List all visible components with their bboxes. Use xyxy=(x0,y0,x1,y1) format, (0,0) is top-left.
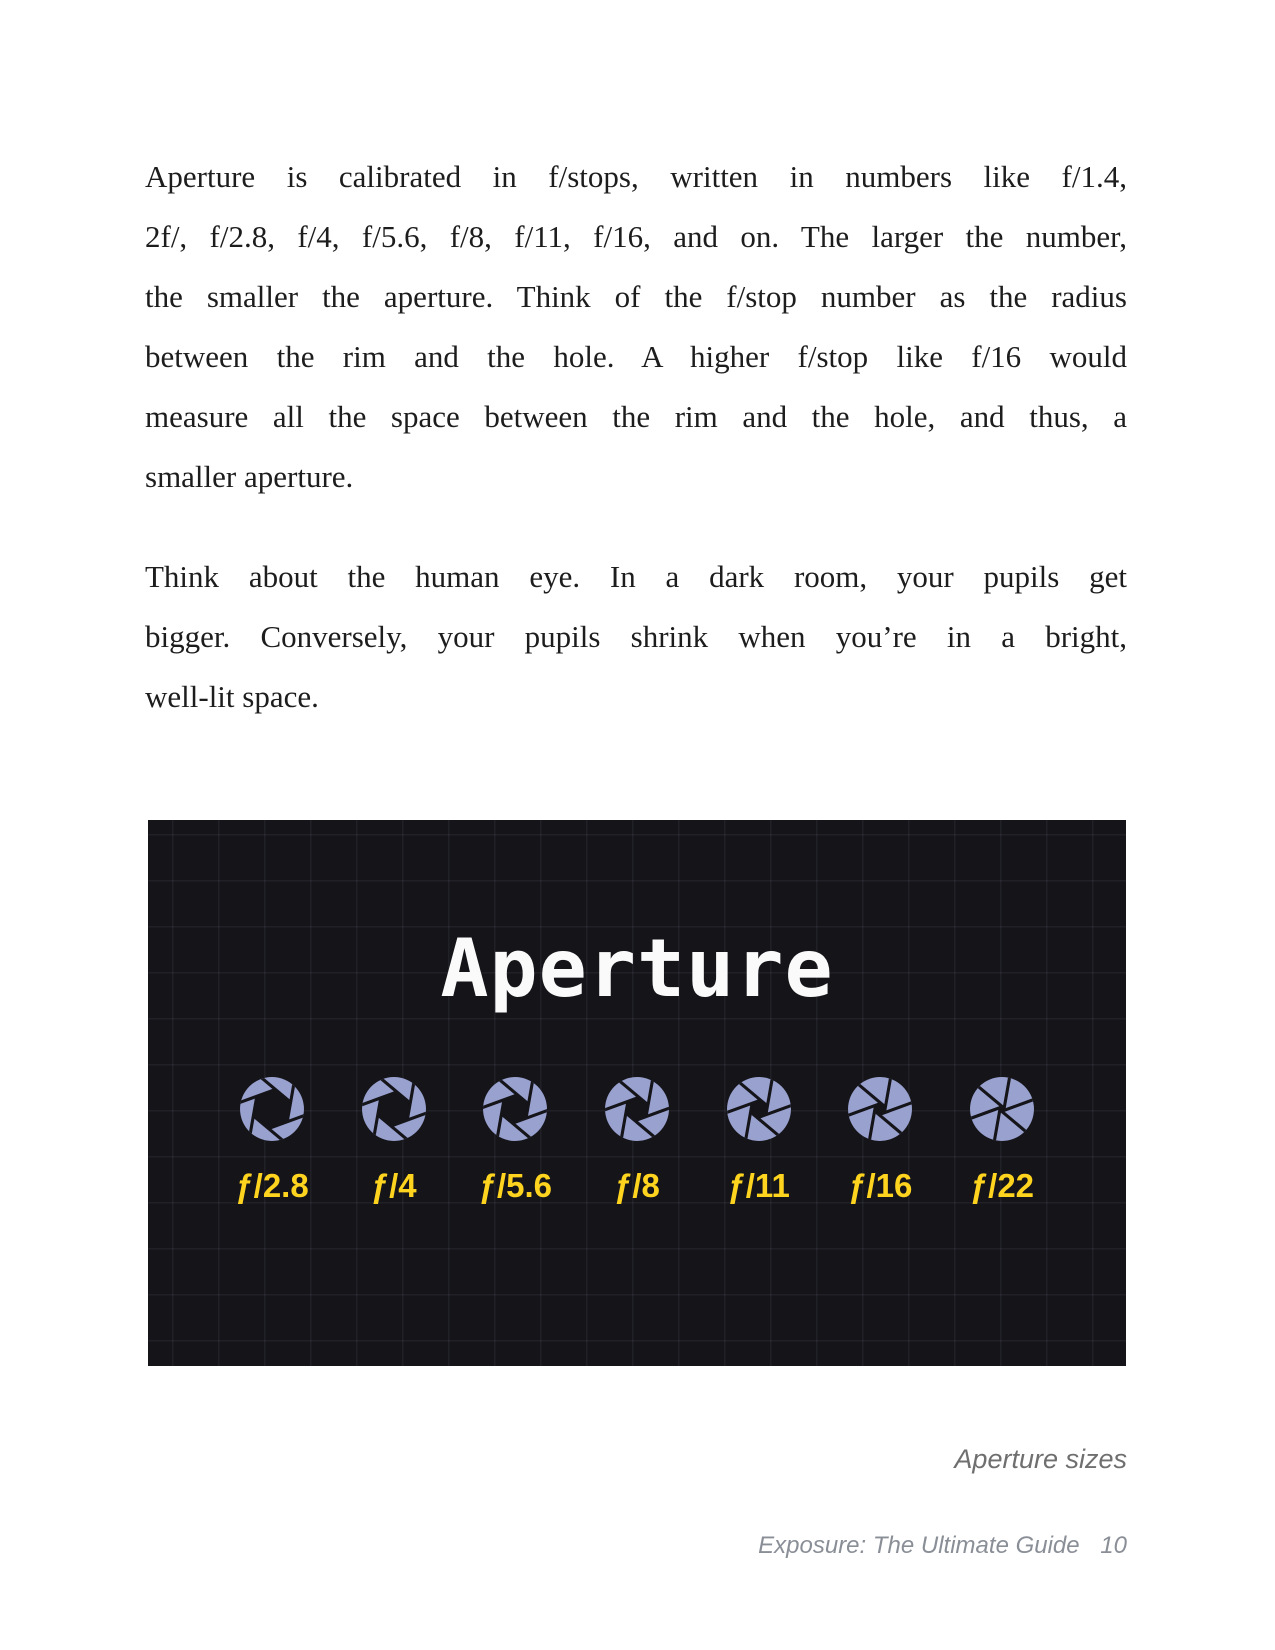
page-number: 10 xyxy=(1100,1532,1127,1559)
aperture-icon xyxy=(726,1076,792,1142)
fstop-label: ƒ/2.8 xyxy=(235,1167,309,1204)
text-line: Think about the human eye. In a dark room, your pupils get xyxy=(145,559,1127,594)
fstop-label: ƒ/8 xyxy=(614,1167,660,1204)
fstop-label: ƒ/4 xyxy=(370,1167,417,1204)
text-line: measure all the space between the rim and the hole, and thus, a xyxy=(145,399,1127,434)
text-line: Aperture is calibrated in f/stops, written in numbers like f/1.4, xyxy=(145,159,1127,194)
aperture-stop xyxy=(479,1076,551,1204)
fstop-label: ƒ/22 xyxy=(969,1167,1035,1204)
text-line: 2f/, f/2.8, f/4, f/5.6, f/8, f/11, f/16, and on. The larger the number, xyxy=(145,219,1127,254)
aperture-stop xyxy=(966,1076,1038,1204)
article-text xyxy=(145,147,1127,727)
figure-title: Aperture xyxy=(440,922,834,1015)
aperture-icon xyxy=(239,1076,305,1142)
aperture-stop xyxy=(236,1076,308,1204)
aperture-icon xyxy=(969,1076,1035,1142)
aperture-figure xyxy=(148,820,1126,1366)
aperture-icon xyxy=(847,1076,913,1142)
aperture-icon xyxy=(482,1076,548,1142)
aperture-icon xyxy=(361,1076,427,1142)
fstop-label: ƒ/11 xyxy=(727,1167,790,1204)
fstop-label: ƒ/5.6 xyxy=(478,1167,553,1204)
page-footer xyxy=(758,1532,1127,1560)
text-line: smaller aperture. xyxy=(145,459,354,494)
aperture-stops-row xyxy=(236,1076,1038,1204)
text-line: the smaller the aperture. Think of the f/stop number as the radius xyxy=(145,279,1127,314)
paragraph-human-eye xyxy=(145,547,1127,727)
aperture-stop xyxy=(844,1076,916,1204)
fstop-label: ƒ/16 xyxy=(848,1167,913,1204)
paragraph-aperture-fstops xyxy=(145,147,1127,507)
text-line: between the rim and the hole. A higher f/stop like f/16 would xyxy=(145,339,1127,374)
aperture-icon xyxy=(604,1076,670,1142)
text-line: well-lit space. xyxy=(145,679,319,714)
aperture-stop xyxy=(601,1076,673,1204)
footer-book-title: Exposure: The Ultimate Guide xyxy=(758,1532,1080,1559)
aperture-stop xyxy=(358,1076,430,1204)
text-line: bigger. Conversely, your pupils shrink when you’re in a bright, xyxy=(145,619,1127,654)
aperture-stop xyxy=(723,1076,795,1204)
figure-caption: Aperture sizes xyxy=(954,1444,1127,1474)
